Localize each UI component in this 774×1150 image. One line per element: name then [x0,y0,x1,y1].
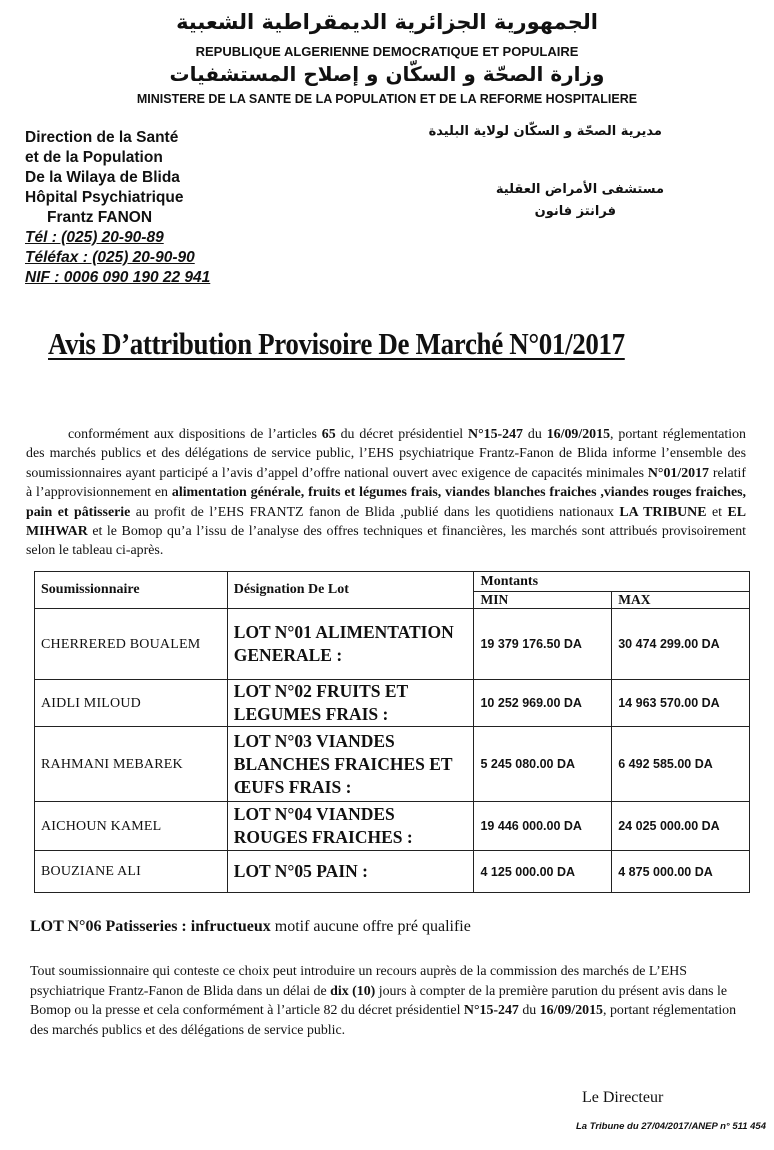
table-header-row [35,572,750,592]
issuer-arabic-hospital: مستشفى الأمراض العقلية [495,182,664,197]
table-row [35,680,750,727]
publication-footer: La Tribune du 27/04/2017/ANEP n° 511 454 [575,1121,766,1132]
max-amount-cell: 4 875 000.00 DA [612,851,750,893]
attribution-table [34,571,750,893]
bidder-cell: RAHMANI MEBAREK [35,727,228,802]
notice-title: Avis D’attribution Provisoire De Marché N°01/2017 [48,326,625,361]
bidder-cell: BOUZIANE ALI [35,851,228,893]
table-row [35,802,750,851]
bidder-cell: CHERRERED BOUALEM [35,609,228,680]
appeal-paragraph: Tout soumissionnaire qui conteste ce choix peut introduire un recours auprès de la commission des marchés de L’EHS psychiatrique Frantz-Fanon de Blida dans un délai de dix (10) jours à compter de la première parution du présent avis dans le Bomop ou la presse et cela conformément à l’article 82 du décret présidentiel N°15-247 du 16/09/2015, portant réglementation des marchés publics et des délégations de service public. [30,964,737,1038]
max-amount-cell: 30 474 299.00 DA [612,609,750,680]
min-amount-cell: 19 379 176.50 DA [474,609,612,680]
min-amount-cell: 10 252 969.00 DA [474,680,612,727]
intro-paragraph: conformément aux dispositions de l’articles 65 du décret présidentiel N°15-247 du 16/09/2015, portant réglementation des marchés publics et des délégations de service public, l’EHS psychiatrique Frantz-Fanon de Blida informe l’ensemble des soumissionnaires ayant participé a l’avis d’appel d’offre national ouvert avec exigence de capacités minimales N°01/2017 relatif à l’approvisionnement en alimentation générale, fruits et légumes frais, viandes blanches fraiches ,viandes rouges fraiches, pain et pâtisserie au profit de l’EHS FRANTZ fanon de Blida ,publié dans les quotidiens nationaux LA TRIBUNE et EL MIHWAR et le Bomop qu’a l’issu de l’analyse des offres techniques et financières, les marchés sont attribués provisoirement selon le tableau ci-après. [26,427,747,559]
issuer-nif: NIF : 0006 090 190 22 941 [25,269,211,286]
issuer-line: Frantz FANON [47,209,153,226]
column-header-bidder: Soumissionnaire [35,572,228,609]
column-header-max: MAX [612,592,750,609]
max-amount-cell: 14 963 570.00 DA [612,680,750,727]
issuer-line: De la Wilaya de Blida [25,169,180,186]
header-republic: REPUBLIQUE ALGERIENNE DEMOCRATIQUE ET POPULAIRE [195,44,579,59]
bidder-cell: AICHOUN KAMEL [35,802,228,851]
issuer-arabic-name: فرانتز فانون [534,204,616,219]
issuer-block [25,128,210,288]
lot6-notice: LOT N°06 Patisseries : infructueux motif aucune offre pré qualifie [30,918,471,935]
max-amount-cell: 24 025 000.00 DA [612,802,750,851]
max-amount-cell: 6 492 585.00 DA [612,727,750,802]
table-row [35,727,750,802]
table-row [35,851,750,893]
lot-cell: LOT N°04 VIANDES ROUGES FRAICHES : [227,802,474,851]
bidder-cell: AIDLI MILOUD [35,680,228,727]
table-row [35,609,750,680]
header-arabic-ministry: وزارة الصحّة و السكّان و إصلاح المستشفيات [169,62,605,86]
header-ministry: MINISTERE DE LA SANTE DE LA POPULATION ET DE LA REFORME HOSPITALIERE [136,92,638,106]
min-amount-cell: 5 245 080.00 DA [474,727,612,802]
column-header-lot: Désignation De Lot [227,572,474,609]
header-arabic-republic: الجمهورية الجزائرية الديمقراطية الشعبية [176,10,598,34]
signature: Le Directeur [582,1089,664,1106]
lot-cell: LOT N°05 PAIN : [227,851,474,893]
column-header-min: MIN [474,592,612,609]
lot-cell: LOT N°03 VIANDES BLANCHES FRAICHES ET ŒUFS FRAIS : [227,727,474,802]
lot-cell: LOT N°01 ALIMENTATION GENERALE : [227,609,474,680]
issuer-line: et de la Population [25,149,163,166]
lot-cell: LOT N°02 FRUITS ET LEGUMES FRAIS : [227,680,474,727]
issuer-telefax: Téléfax : (025) 20-90-90 [25,249,195,266]
issuer-arabic-direction: مديرية الصحّة و السكّان لولاية البليدة [428,124,662,139]
issuer-tel: Tél : (025) 20-90-89 [25,229,164,246]
min-amount-cell: 19 446 000.00 DA [474,802,612,851]
column-header-amounts: Montants [474,572,750,592]
issuer-line: Direction de la Santé [25,129,179,146]
issuer-line: Hôpital Psychiatrique [25,189,184,206]
min-amount-cell: 4 125 000.00 DA [474,851,612,893]
